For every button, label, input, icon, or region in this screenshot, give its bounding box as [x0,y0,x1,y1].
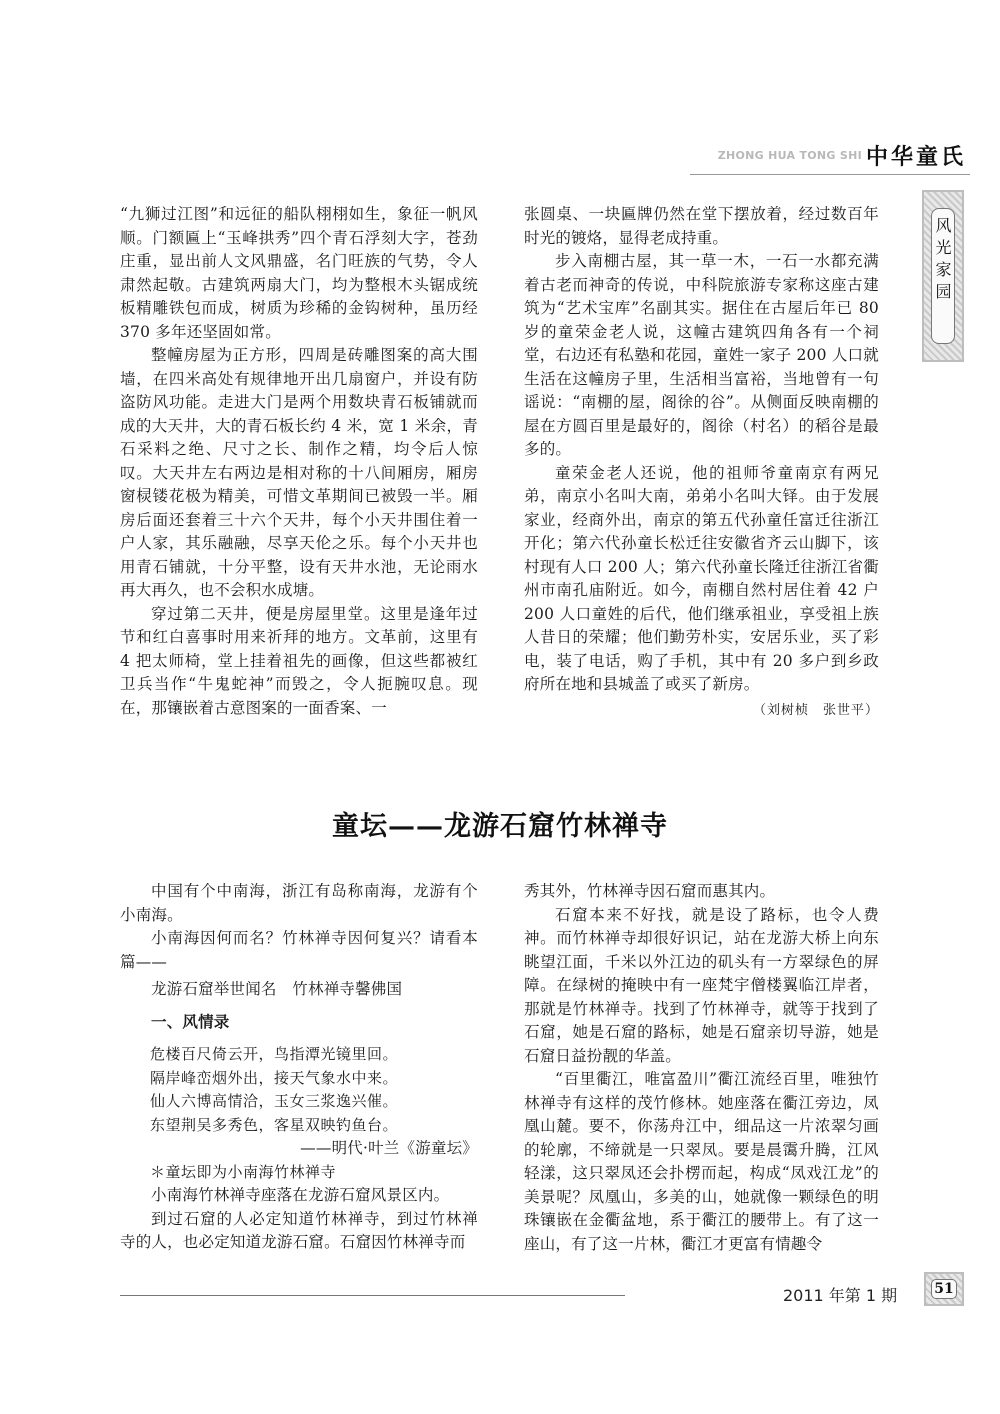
poem-line-4: 东望荆吴多秀色，客星双映钓鱼台。 [150,1115,399,1134]
footer-issue: 2011 年第 1 期 [783,1286,898,1305]
article1-left-paragraph-3: 穿过第二天井，便是房屋里堂。这里是逢年过节和红白喜事时用来祈拜的地方。文革前，这里有 4 把太师椅，堂上挂着祖先的画像，但这些都被红卫兵当作“牛鬼蛇神”而毁之，令人扼腕叹息。现在，那镶嵌着古意图案的一面香案、一 [120,604,478,717]
article2-intro-2: 小南海因何而名？竹林禅寺因何复兴？请看本篇—— [120,929,478,971]
article2-intro-1: 中国有个中南海，浙江有岛称南海，龙游有个小南海。 [120,882,478,924]
header-rule [690,174,970,175]
header-chinese-title: 中华童氏 [866,145,967,170]
article1-right-paragraph-2: 步入南棚古屋，其一草一木，一石一水都充满着古老而神奇的传说，中科院旅游专家称这座古建筑为“艺术宝库”名副其实。据住在古屋后年已 80 岁的童荣金老人说，这幢古建筑四角各有一个祠堂，右边还有私塾和花园，童姓一家子 200 人口就生活在这幢房子里，生活相当富裕，当地曾有一句谣说：“南棚的屋，阁徐的谷”。从侧面反映南棚的屋在方圆百里是最好的，阁徐（村名）的稻谷是最多的。 [524,252,879,458]
section-tab [922,190,964,362]
poem-line-1: 危楼百尺倚云开，鸟指潭光镜里回。 [150,1045,399,1063]
article2-right-column [524,880,879,1256]
article2-title: 童坛——龙游石窟竹林禅寺 [332,811,668,842]
article2-left-column [120,880,478,1255]
poem-attribution: ——明代·叶兰《游童坛》 [300,1139,478,1157]
article2-right-paragraph-1: 秀其外，竹林禅寺因石窟而惠其内。 [524,882,776,900]
article1-right-paragraph-3: 童荣金老人还说，他的祖师爷童南京有两兄弟，南京小名叫大南，弟弟小名叫大铎。由于发展家业，经商外出，南京的第五代孙童任富迁往浙江开化；第六代孙童长松迁往安徽省齐云山脚下，该村现有人口 200 人；第六代孙童长隆迁往浙江省衢州市南孔庙附近。如今，南棚自然村居住着 42 户 200 人口童姓的后代，他们继承祖业，享受祖上族人昔日的荣耀；他们勤劳朴实，安居乐业，买了彩电，装了电话，购了手机，其中有 20 多户到乡政府所在地和县城盖了或买了新房。 [524,463,879,693]
article1-right-paragraph-1: 张圆桌、一块匾牌仍然在堂下摆放着，经过数百年时光的镀烙，显得老成持重。 [524,205,879,247]
article2-intro-3: 龙游石窟举世闻名 竹林禅寺馨佛国 [151,980,403,998]
section-tab-label: 风光家园 [933,217,952,305]
article2-right-paragraph-2: 石窟本来不好找，就是设了路标，也令人费神。而竹林禅寺却很好识记，站在龙游大桥上向东眺望江面，千米以外江边的矶头有一方翠绿色的屏障。在绿树的掩映中有一座梵宇僧楼翼临江岸者，那就是竹林禅寺。找到了竹林禅寺，就等于找到了石窟，她是石窟的路标，她是石窟亲切导游，她是石窟日益扮靓的华盖。 [524,905,879,1065]
article2-right-paragraph-3: “百里衢江，唯富盈川”衢江流经百里，唯独竹林禅寺有这样的茂竹修林。她座落在衢江旁边，凤凰山麓。要不，你荡舟江中，细品这一片浓翠匀画的轮廓，不缔就是一只翠凤。要是晨霭升腾，江风轻漾，这只翠凤还会扑楞而起，构成“凤戏江龙”的美景呢？凤凰山，多美的山，她就像一颗绿色的明珠镶嵌在金衢盆地，系于衢江的腰带上。有了这一座山，有了这一片林，衢江才更富有情趣令 [524,1070,879,1253]
article1-left-column [120,203,478,720]
article1-left-paragraph-2: 整幢房屋为正方形，四周是砖雕图案的高大围墙，在四米高处有规律地开出几扇窗户，并设有防盗防风功能。走进大门是两个用数块青石板铺就而成的大天井，大的青石板长约 4 米，宽 1 米余，青石采料之绝、尺寸之长、制作之精，均令后人惊叹。大天井左右两边是相对称的十八间厢房，厢房窗棂镂花极为精美，可惜文革期间已被毁一半。厢房后面还套着三十六个天井，每个小天井围住着一户人家，其乐融融，尽享天伦之乐。每个小天井也用青石铺就，十分平整，设有天井水池，无论雨水再大再久，也不会积水成塘。 [120,346,478,599]
article2-left-paragraph-1: 小南海竹林禅寺座落在龙游石窟风景区内。 [151,1186,450,1204]
poem-line-2: 隔岸峰峦烟外出，接天气象水中来。 [150,1068,399,1087]
poem-note: ＊童坛即为小南海竹林禅寺 [150,1162,337,1181]
article1-right-column [524,203,879,722]
poem-line-3: 仙人六博高情洽，玉女三浆逸兴催。 [150,1092,399,1110]
section-tab-frame [931,208,955,344]
page-number: 51 [931,1279,957,1299]
article2-left-paragraph-2: 到过石窟的人必定知道竹林禅寺，到过竹林禅寺的人，也必定知道龙游石窟。石窟因竹林禅寺而 [120,1209,478,1251]
footer-rule [120,1295,625,1296]
header-english-title: ZHONG HUA TONG SHI [717,149,862,162]
article2-section-heading: 一、风情录 [151,1011,230,1031]
article1-byline: （刘树桢 张世平） [752,702,879,718]
article1-left-paragraph-1: “九狮过江图”和远征的船队栩栩如生，象征一帆风顺。门额匾上“玉峰拱秀”四个青石浮刻大字，苍劲庄重，显出前人文风鼎盛，名门旺族的气势，令人肃然起敬。古建筑两扇大门，均为整根木头锯成统板精雕铁包而成，树质为珍稀的金钩树种，虽历经 370 多年还坚固如常。 [120,205,478,341]
page-number-box [924,1272,964,1306]
